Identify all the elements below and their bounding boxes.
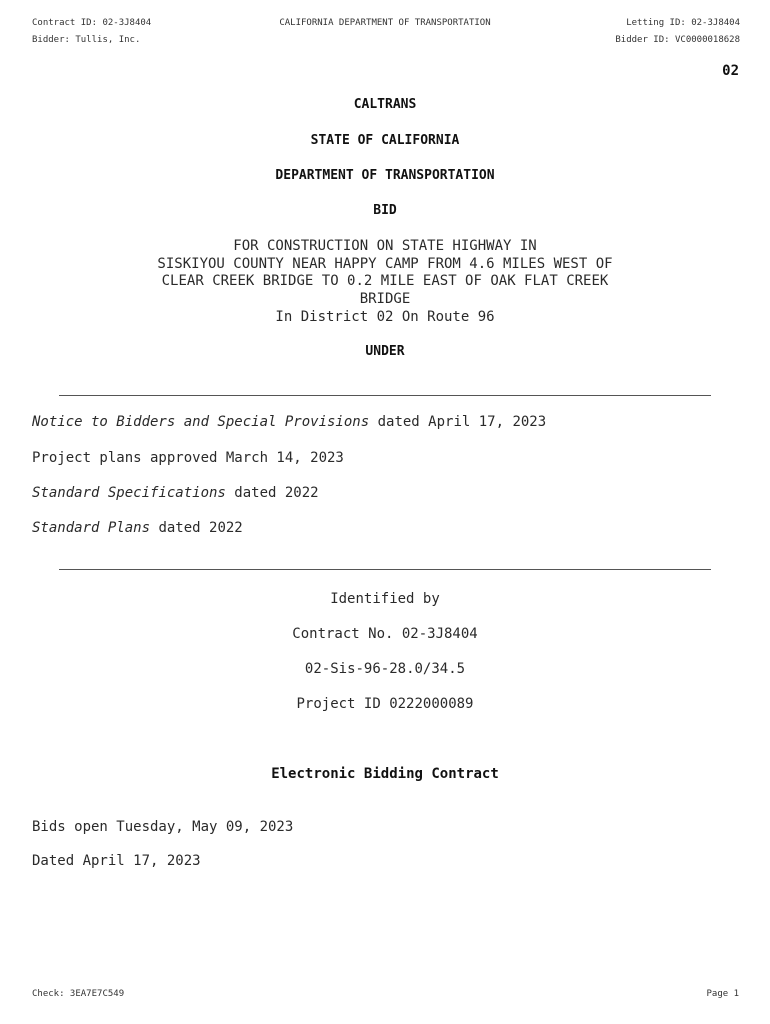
- description-district-route: In District 02 On Route 96: [275, 308, 495, 325]
- project-id: Project ID 0222000089: [296, 696, 474, 712]
- doc-project-plans: [32, 450, 344, 466]
- doc-title: Notice to Bidders and Special Provisions: [32, 414, 370, 430]
- title-department: DEPARTMENT OF TRANSPORTATION: [275, 168, 495, 183]
- title-bid: BID: [373, 203, 397, 218]
- header-contract-id: Contract ID: 02-3J8404: [32, 18, 152, 28]
- header-bidder-id: Bidder ID: VC0000018628: [615, 35, 740, 45]
- description-line: BRIDGE: [359, 291, 411, 308]
- divider: [59, 395, 711, 396]
- doc-date: dated 2022: [150, 520, 243, 536]
- title-state: STATE OF CALIFORNIA: [310, 133, 460, 148]
- header-bidder: Bidder: Tullis, Inc.: [32, 35, 141, 45]
- doc-notice-to-bidders: [32, 414, 546, 430]
- project-description: [0, 238, 770, 327]
- bids-open-date: Bids open Tuesday, May 09, 2023: [32, 819, 294, 835]
- footer-page-number: Page 1: [706, 989, 739, 999]
- description-line: SISKIYOU COUNTY NEAR HAPPY CAMP FROM 4.6 MILES WEST OF: [157, 255, 613, 272]
- description-line: CLEAR CREEK BRIDGE TO 0.2 MILE EAST OF OAK FLAT CREEK: [161, 273, 609, 290]
- description-line: FOR CONSTRUCTION ON STATE HIGHWAY IN: [233, 238, 537, 254]
- doc-standard-plans: [32, 520, 243, 536]
- identified-by: Identified by: [330, 591, 440, 607]
- district-badge: 02: [722, 63, 739, 79]
- header-letting-id: Letting ID: 02-3J8404: [626, 18, 740, 28]
- doc-title: Standard Specifications: [32, 485, 226, 501]
- under-heading: UNDER: [365, 344, 405, 359]
- footer-check: Check: 3EA7E7C549: [32, 989, 125, 999]
- doc-title: Standard Plans: [32, 520, 151, 536]
- header-agency: CALIFORNIA DEPARTMENT OF TRANSPORTATION: [279, 18, 491, 28]
- doc-date: Project plans approved March 14, 2023: [32, 450, 344, 466]
- title-caltrans: CALTRANS: [353, 97, 417, 112]
- doc-date: dated 2022: [225, 485, 319, 501]
- dated-date: Dated April 17, 2023: [32, 853, 201, 869]
- contract-number: Contract No. 02-3J8404: [292, 626, 478, 642]
- doc-date: dated April 17, 2023: [369, 414, 547, 430]
- location-code: 02-Sis-96-28.0/34.5: [304, 661, 466, 677]
- contract-type: Electronic Bidding Contract: [271, 766, 499, 782]
- doc-standard-specifications: [32, 485, 319, 501]
- divider: [59, 569, 711, 570]
